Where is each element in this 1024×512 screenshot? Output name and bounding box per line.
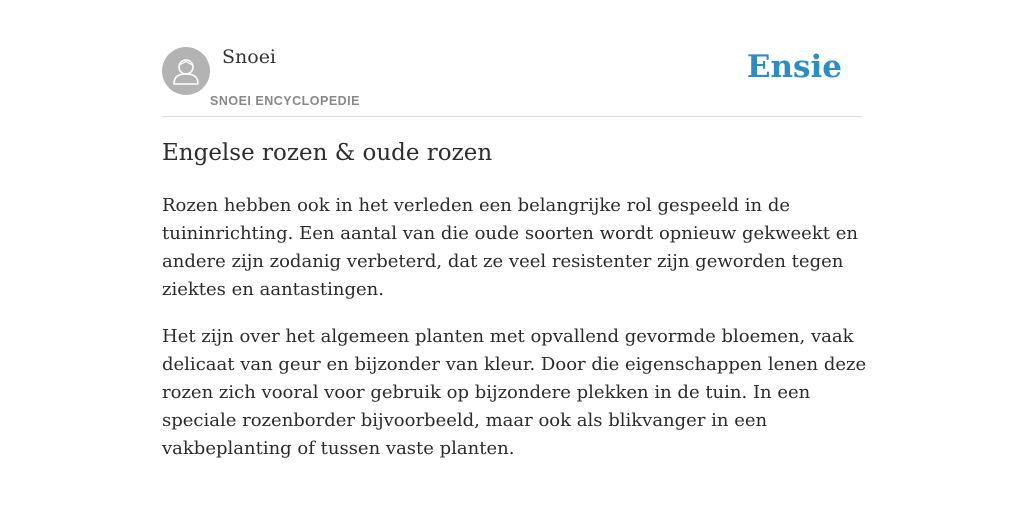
user-icon	[162, 47, 210, 95]
page-header	[162, 46, 862, 117]
author-name[interactable]: Snoei	[222, 46, 277, 68]
article-paragraph: Rozen hebben ook in het verleden een belangrijke rol gespeeld in de tuininrichting. Een aantal van die oude soorten wordt opnieuw gekweekt en andere zijn zodanig verbeterd, dat ze veel resistenter zijn geworden tegen ziektes en aantastingen.	[162, 195, 858, 300]
article-paragraph: Het zijn over het algemeen planten met opvallend gevormde bloemen, vaak delicaat van geur en bijzonder van kleur. Door die eigenschappen lenen deze rozen zich vooral voor gebruik op bijzondere plekken in de tuin. In een speciale rozenborder bijvoorbeeld, maar ook als blikvanger in een vakbeplanting of tussen vaste planten.	[162, 326, 867, 459]
author-subtitle[interactable]: SNOEI ENCYCLOPEDIE	[210, 94, 360, 108]
article-title: Engelse rozen & oude rozen	[162, 140, 493, 166]
ensie-logo[interactable]: Ensie	[746, 49, 842, 85]
author-avatar[interactable]	[162, 47, 210, 95]
article-body	[162, 192, 874, 482]
